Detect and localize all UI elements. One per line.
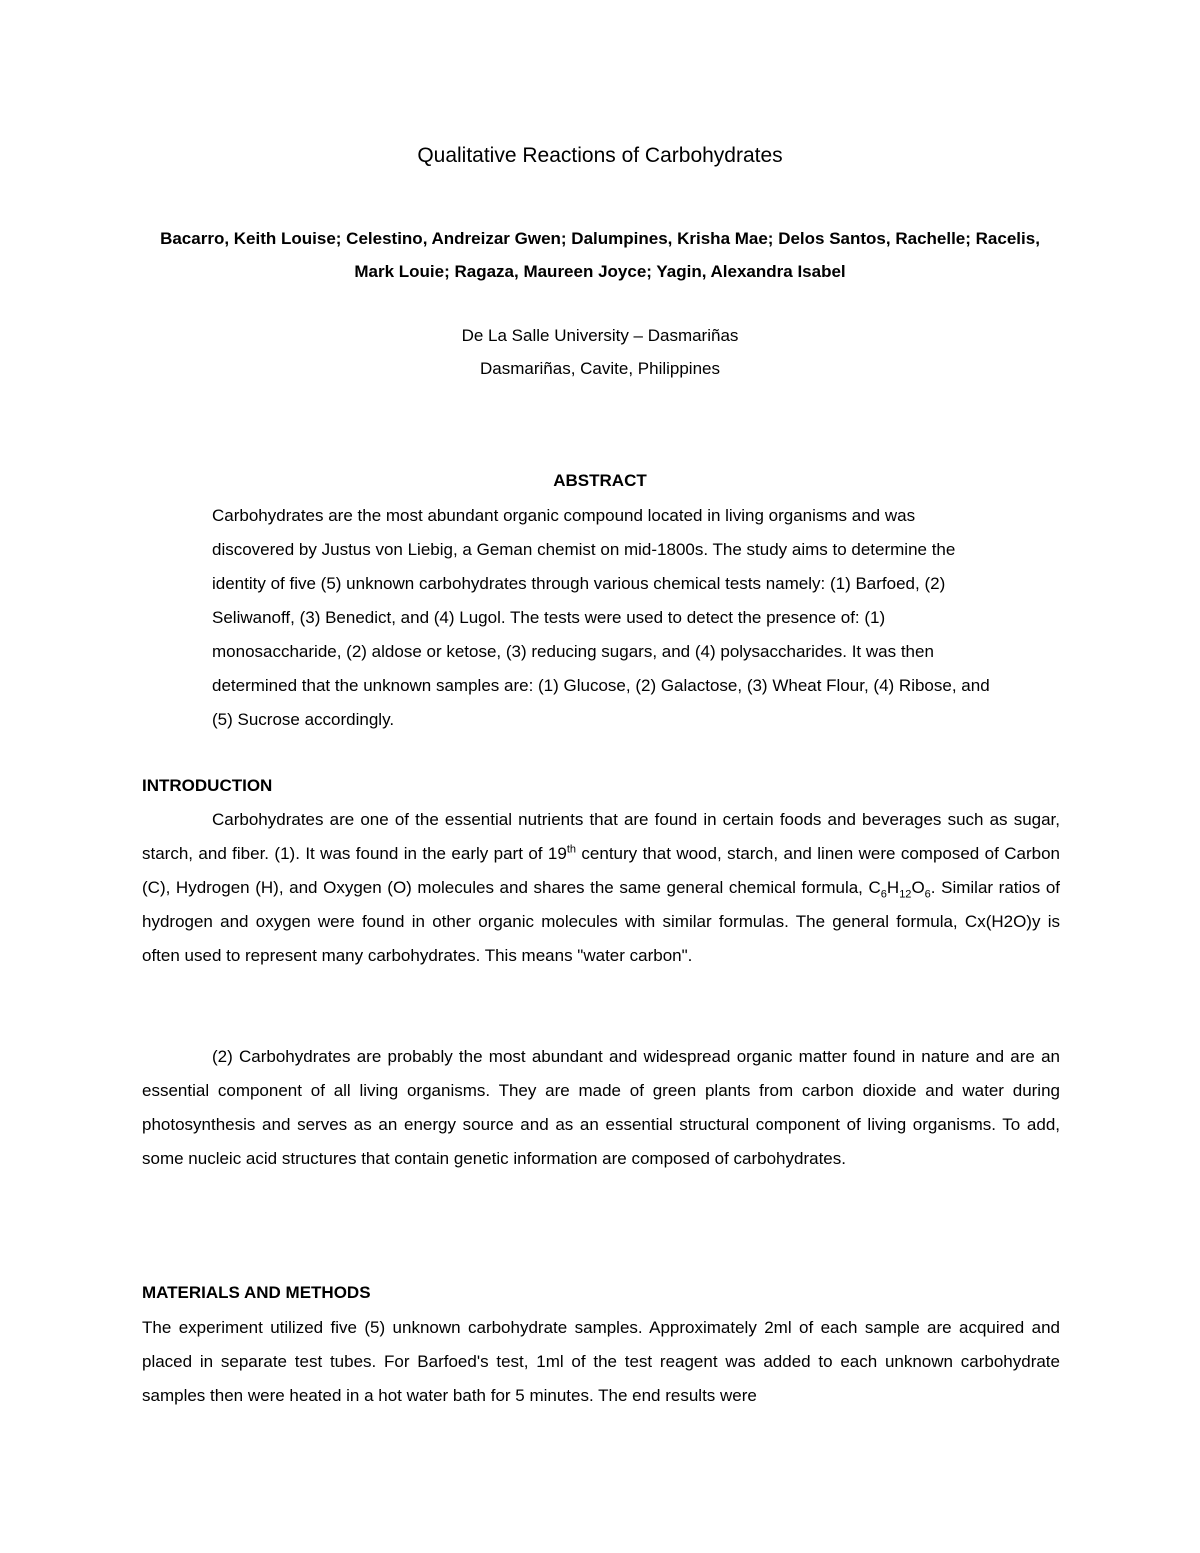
methods-heading: MATERIALS AND METHODS (142, 1283, 371, 1302)
abstract-text: Carbohydrates are the most abundant organic compound located in living organisms and was discovered by Justus von Liebig, a Geman chemist on mid-1800s. The study aims to determine the identity of five (5) unknown carbohydrates through various chemical tests namely: (1) Barfoed, (2) Seliwanoff, (3) Benedict, and (4) Lugol. The tests were used to detect the presence of: (1) monosaccharide, (2) aldose or ketose, (3) reducing sugars, and (4) polysaccharides. It was then determined that the unknown samples are: (1) Glucose, (2) Galactose, (3) Wheat Flour, (4) Ribose, and (5) Sucrose accordingly. (212, 506, 990, 729)
methods-paragraph-1: The experiment utilized five (5) unknown carbohydrate samples. Approximately 2ml of each sample are acquired and placed in separate test tubes. For Barfoed's test, 1ml of the test reagent was added to each unknown carbohydrate samples then were heated in a hot water bath for 5 minutes. The end results were (142, 1318, 1060, 1405)
abstract-heading: ABSTRACT (553, 471, 647, 490)
affiliation-location: Dasmariñas, Cavite, Philippines (480, 359, 720, 378)
paper-title: Qualitative Reactions of Carbohydrates (417, 144, 783, 167)
introduction-paragraph-1: Carbohydrates are one of the essential nutrients that are found in certain foods and beverages such as sugar, starch, and fiber. (1). It was found in the early part of 19th century that wood, starch, and linen were composed of Carbon (C), Hydrogen (H), and Oxygen (O) molecules and shares the same general chemical formula, $C_6H_{12}O_6$. Similar ratios of hydrogen and oxygen were found in other organic molecules with similar formulas. The general formula, Cx(H2O)y is often used to represent many carbohydrates. This means "water carbon". (142, 810, 1060, 965)
affiliation-university: De La Salle University – Dasmariñas (461, 326, 739, 345)
introduction-paragraph-2: (2) Carbohydrates are probably the most abundant and widespread organic matter found in nature and are an essential component of all living organisms. They are made of green plants from carbon dioxide and water during photosynthesis and serves as an energy source and as an essential structural component of living organisms. To add, some nucleic acid structures that contain genetic information are composed of carbohydrates. (142, 1047, 1060, 1168)
introduction-heading: INTRODUCTION (142, 776, 273, 795)
author-list: Bacarro, Keith Louise; Celestino, Andreizar Gwen; Dalumpines, Krisha Mae; Delos Santos, Rachelle; Racelis, Mark Louie; Ragaza, Maureen Joyce; Yagin, Alexandra Isabel (160, 229, 1040, 281)
